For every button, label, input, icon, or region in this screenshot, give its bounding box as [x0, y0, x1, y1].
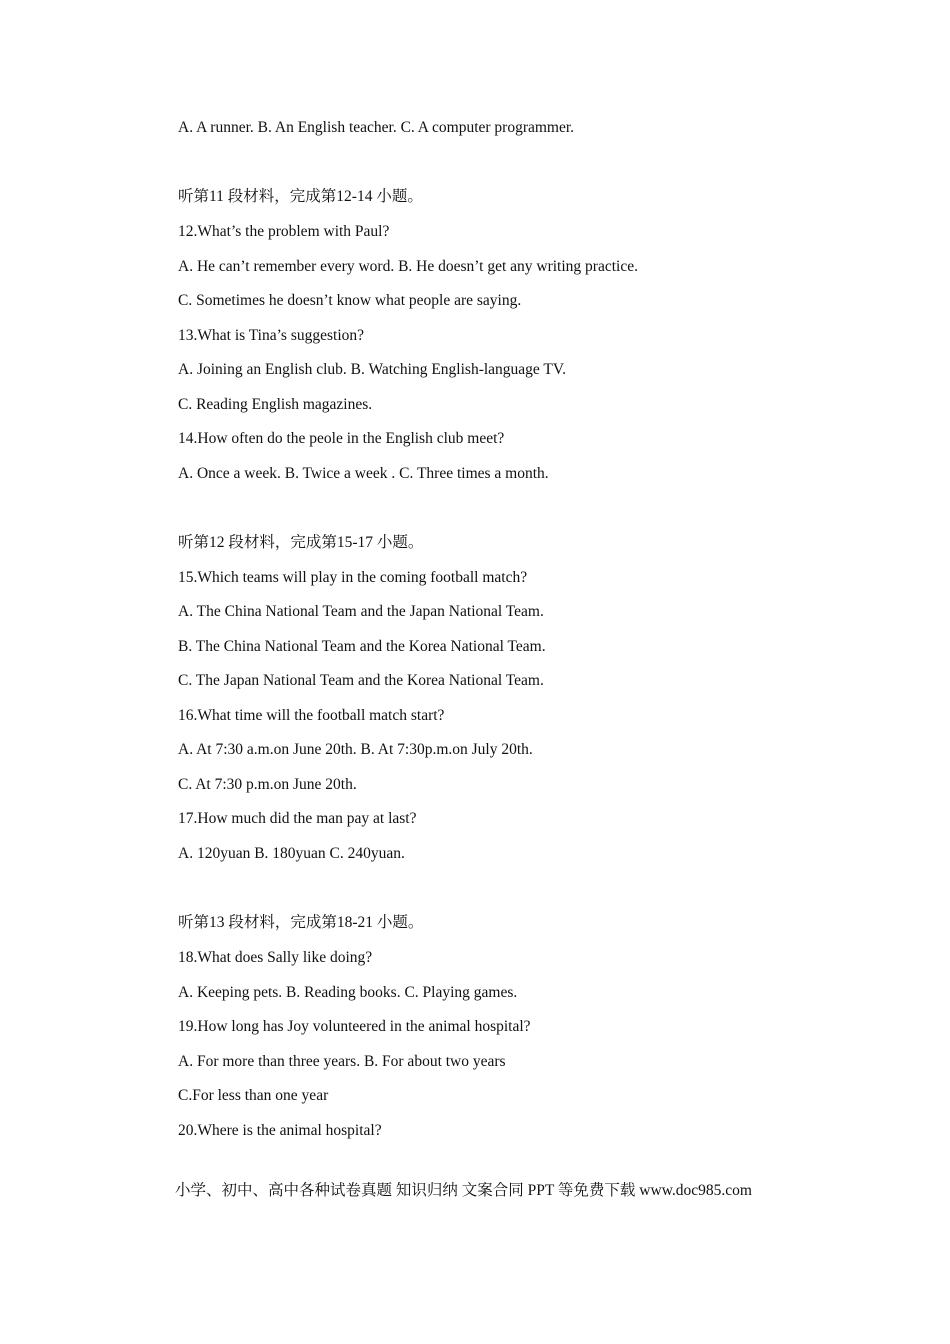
question-15: 15.Which teams will play in the coming football match? — [178, 569, 528, 586]
options-q17: A. 120yuan B. 180yuan C. 240yuan. — [178, 845, 405, 862]
options-q19-c: C.For less than one year — [178, 1087, 329, 1104]
options-q13-ab: A. Joining an English club. B. Watching English-language TV. — [178, 361, 566, 378]
page-footer: 小学、初中、高中各种试卷真题 知识归纳 文案合同 PPT 等免费下载 www.doc985.com — [175, 1182, 752, 1199]
options-q12-ab: A. He can’t remember every word. B. He doesn’t get any writing practice. — [178, 258, 638, 275]
answer-options-q11: A. A runner. B. An English teacher. C. A computer programmer. — [178, 119, 575, 136]
options-q15-c: C. The Japan National Team and the Korea National Team. — [178, 672, 544, 689]
question-12: 12.What’s the problem with Paul? — [178, 223, 390, 240]
options-q16-ab: A. At 7:30 a.m.on June 20th. B. At 7:30p.m.on July 20th. — [178, 741, 533, 758]
question-17: 17.How much did the man pay at last? — [178, 810, 417, 827]
options-q14: A. Once a week. B. Twice a week . C. Three times a month. — [178, 465, 549, 482]
section-heading-material-11: 听第11 段材料，完成第12-14 小题。 — [178, 188, 423, 205]
options-q18: A. Keeping pets. B. Reading books. C. Playing games. — [178, 984, 518, 1001]
question-18: 18.What does Sally like doing? — [178, 949, 373, 966]
question-20: 20.Where is the animal hospital? — [178, 1122, 382, 1139]
options-q15-b: B. The China National Team and the Korea National Team. — [178, 638, 546, 655]
options-q15-a: A. The China National Team and the Japan National Team. — [178, 603, 544, 620]
question-14: 14.How often do the peole in the English club meet? — [178, 430, 505, 447]
question-16: 16.What time will the football match start? — [178, 707, 445, 724]
section-heading-material-13: 听第13 段材料，完成第18-21 小题。 — [178, 914, 424, 931]
question-13: 13.What is Tina’s suggestion? — [178, 327, 365, 344]
options-q16-c: C. At 7:30 p.m.on June 20th. — [178, 776, 357, 793]
section-heading-material-12: 听第12 段材料，完成第15-17 小题。 — [178, 534, 424, 551]
options-q13-c: C. Reading English magazines. — [178, 396, 373, 413]
options-q12-c: C. Sometimes he doesn’t know what people are saying. — [178, 292, 522, 309]
question-19: 19.How long has Joy volunteered in the animal hospital? — [178, 1018, 531, 1035]
options-q19-ab: A. For more than three years. B. For about two years — [178, 1053, 506, 1070]
